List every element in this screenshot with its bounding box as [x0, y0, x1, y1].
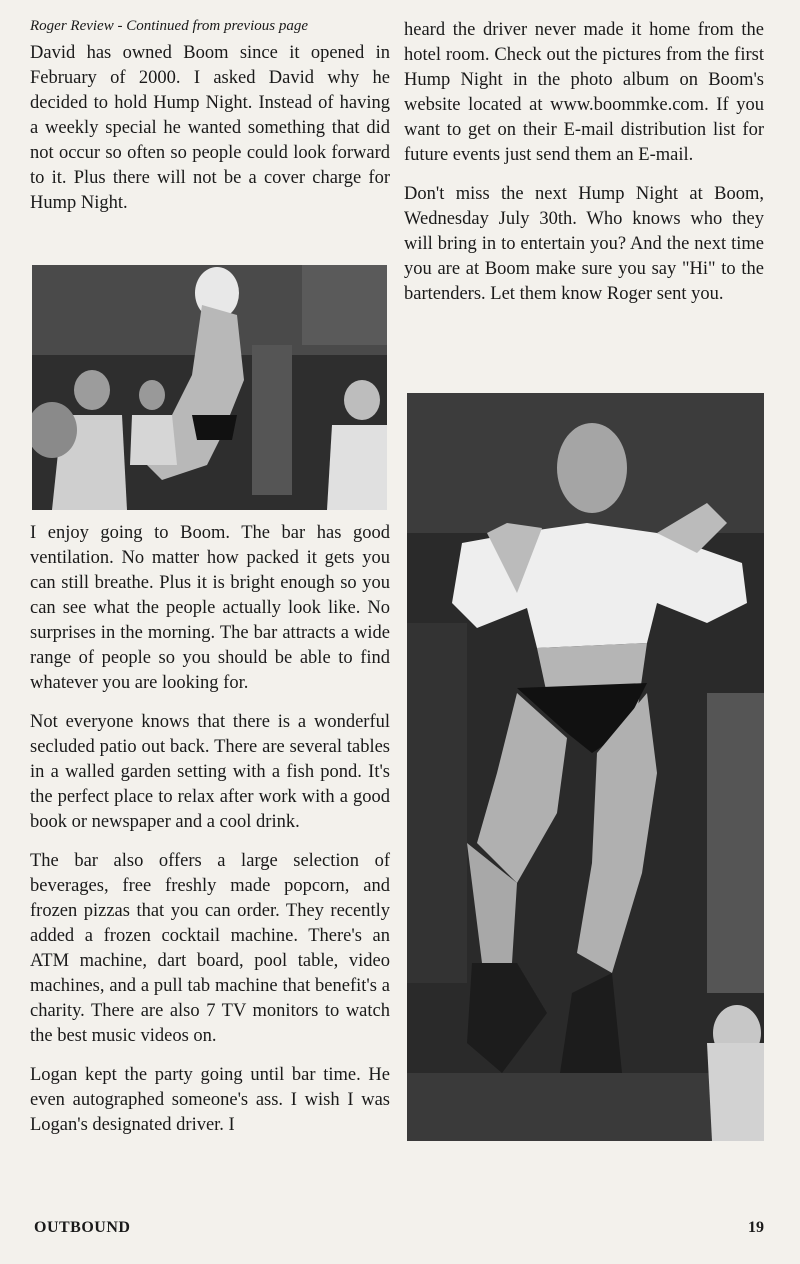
right-column — [404, 18, 764, 321]
article-paragraph: Don't miss the next Hump Night at Boom, Wednesday July 30th. Who knows who they will bring in to entertain you? And the next time you are at Boom make sure you say "Hi" to the bartenders. Let them know Roger sent you. — [404, 184, 764, 304]
continued-header: Roger Review - Continued from previous page — [30, 18, 308, 34]
left-column-lower — [30, 521, 390, 1152]
dancer-on-bar-photo-graphic — [407, 393, 764, 1141]
article-paragraph: Logan kept the party going until bar time. He even autographed someone's ass. I wish I was Logan's designated driver. I — [30, 1065, 390, 1135]
left-column — [30, 18, 390, 230]
publication-name: OUTBOUND — [34, 1219, 131, 1236]
bar-dancer-photo — [32, 265, 387, 510]
article-paragraph: I enjoy going to Boom. The bar has good ventilation. No matter how packed it gets you can still breathe. Plus it is bright enough so you can see what the people actually look like. No surprises in the morning. The bar attracts a wide range of people so you should be able to find whatever you are looking for. — [30, 523, 390, 693]
article-paragraph: heard the driver never made it home from the hotel room. Check out the pictures from the first Hump Night in the photo album on Boom's website located at www.boommke.com. If you want to get on their E-mail distribution list for future events just send them an E-mail. — [404, 20, 764, 165]
article-paragraph: The bar also offers a large selection of beverages, free freshly made popcorn, and frozen pizzas that you can order. They recently added a frozen cocktail machine. There's an ATM machine, dart board, pool table, video machines, and a pull tab machine that benefit's a charity. There are also 7 TV monitors to watch the best music videos on. — [30, 851, 390, 1046]
article-paragraph: David has owned Boom since it opened in February of 2000. I asked David why he decided to hold Hump Night. Instead of having a weekly special he wanted something that did not occur so often so people could look forward to it. Plus there will not be a cover charge for Hump Night. — [30, 43, 390, 213]
dancer-on-bar-photo — [407, 393, 764, 1141]
article-paragraph: Not everyone knows that there is a wonderful secluded patio out back. There are several tables in a walled garden setting with a fish pond. It's the perfect place to relax after work with a good book or newspaper and a cool drink. — [30, 712, 390, 832]
page-number: 19 — [748, 1219, 764, 1236]
bar-dancer-photo-graphic — [32, 265, 387, 510]
